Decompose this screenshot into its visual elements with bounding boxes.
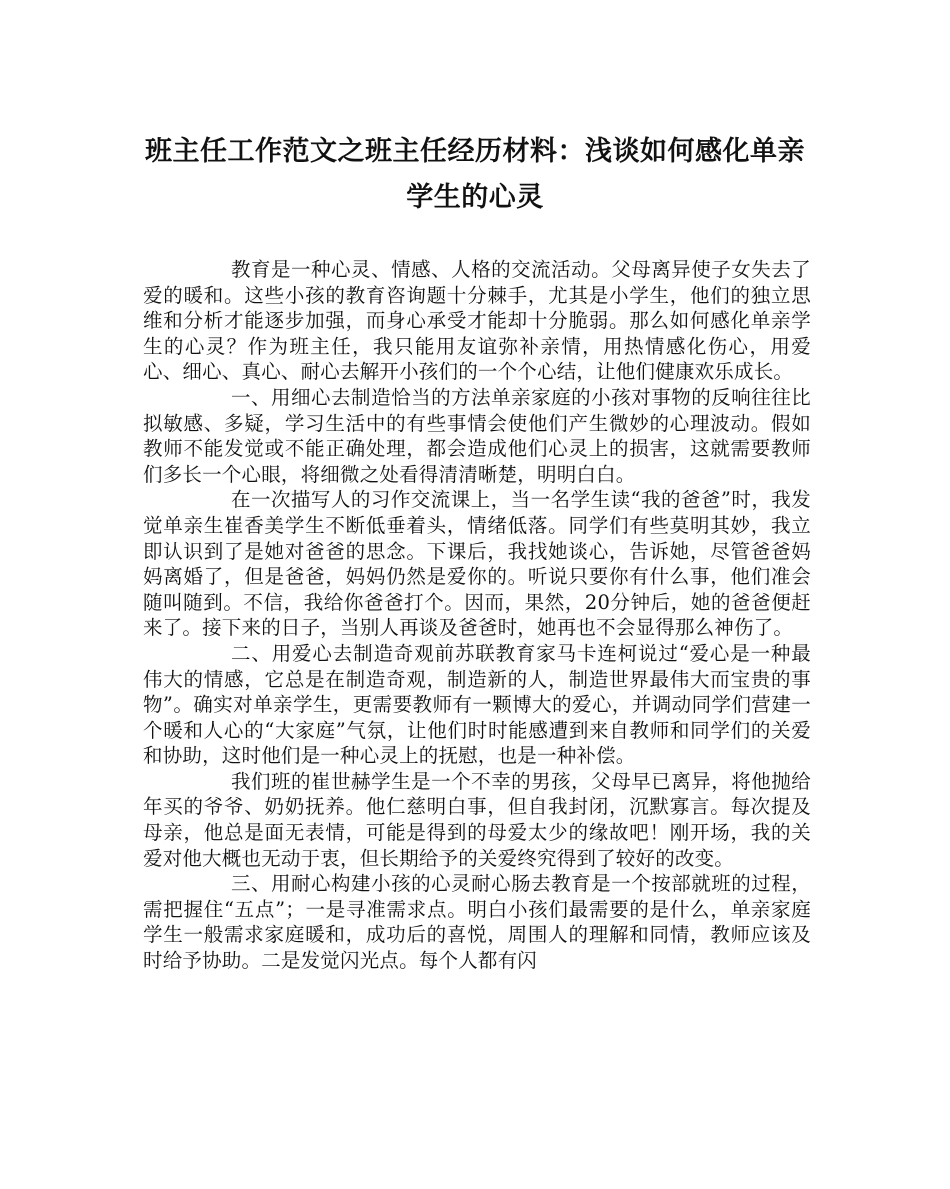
- document-body: [143, 257, 811, 974]
- title-line-2: 学生的心灵: [406, 182, 544, 213]
- paragraph-section-2: 二、用爱心去制造奇观前苏联教育家马卡连柯说过“爱心是一种最伟大的情感，它总是在制造奇观，制造新的人，制造世界最伟大而宝贵的事物”。确实对单亲学生，更需要教师有一颗博大的爱心，并调动同学们营建一个暖和人心的“大家庭”气氛，让他们时时能感遭到来自教师和同学们的关爱和协助，这时他们是一种心灵上的抚慰，也是一种补偿。: [143, 641, 811, 768]
- paragraph-example-1: 在一次描写人的习作交流课上，当一名学生读“我的爸爸”时，我发觉单亲生崔香美学生不断低垂着头，情绪低落。同学们有些莫明其妙，我立即认识到了是她对爸爸的思念。下课后，我找她谈心，告诉她，尽管爸爸妈妈离婚了，但是爸爸，妈妈仍然是爱你的。听说只要你有什么事，他们准会随叫随到。不信，我给你爸爸打个。因而，果然，20分钟后，她的爸爸便赶来了。接下来的日子，当别人再谈及爸爸时，她再也不会显得那么神伤了。: [143, 488, 811, 640]
- paragraph-intro: 教育是一种心灵、情感、人格的交流活动。父母离异使子女失去了爱的暖和。这些小孩的教育咨询题十分棘手，尤其是小学生，他们的独立思维和分析才能逐步加强，而身心承受才能却十分脆弱。那么如何感化单亲学生的心灵？作为班主任，我只能用友谊弥补亲情，用热情感化伤心，用爱心、细心、真心、耐心去解开小孩们的一个个心结，让他们健康欢乐成长。: [143, 258, 811, 384]
- title-line-1: 班主任工作范文之班主任经历材料：浅谈如何感化单亲: [145, 136, 805, 167]
- paragraph-section-3: 三、用耐心构建小孩的心灵耐心肠去教育是一个按部就班的过程，需把握住“五点”；一是寻准需求点。明白小孩们最需要的是什么，单亲家庭学生一般需求家庭暖和，成功后的喜悦，周围人的理解和同情，教师应该及时给予协助。二是发觉闪光点。每个人都有闪: [143, 872, 811, 973]
- paragraph-example-2: 我们班的崔世赫学生是一个不幸的男孩，父母早已离异，将他抛给年买的爷爷、奶奶抚养。他仁慈明白事，但自我封闭，沉默寡言。每次提及母亲，他总是面无表情，可能是得到的母爱太少的缘故吧！刚开场，我的关爱对他大概也无动于衷，但长期给予的关爱终究得到了较好的改变。: [143, 769, 811, 870]
- document-title: [120, 129, 830, 221]
- paragraph-section-1: 一、用细心去制造恰当的方法单亲家庭的小孩对事物的反响往往比拟敏感、多疑，学习生活中的有些事情会使他们产生微妙的心理波动。假如教师不能发觉或不能正确处理，都会造成他们心灵上的损害，这就需要教师们多长一个心眼，将细微之处看得清清晰楚，明明白白。: [143, 385, 811, 486]
